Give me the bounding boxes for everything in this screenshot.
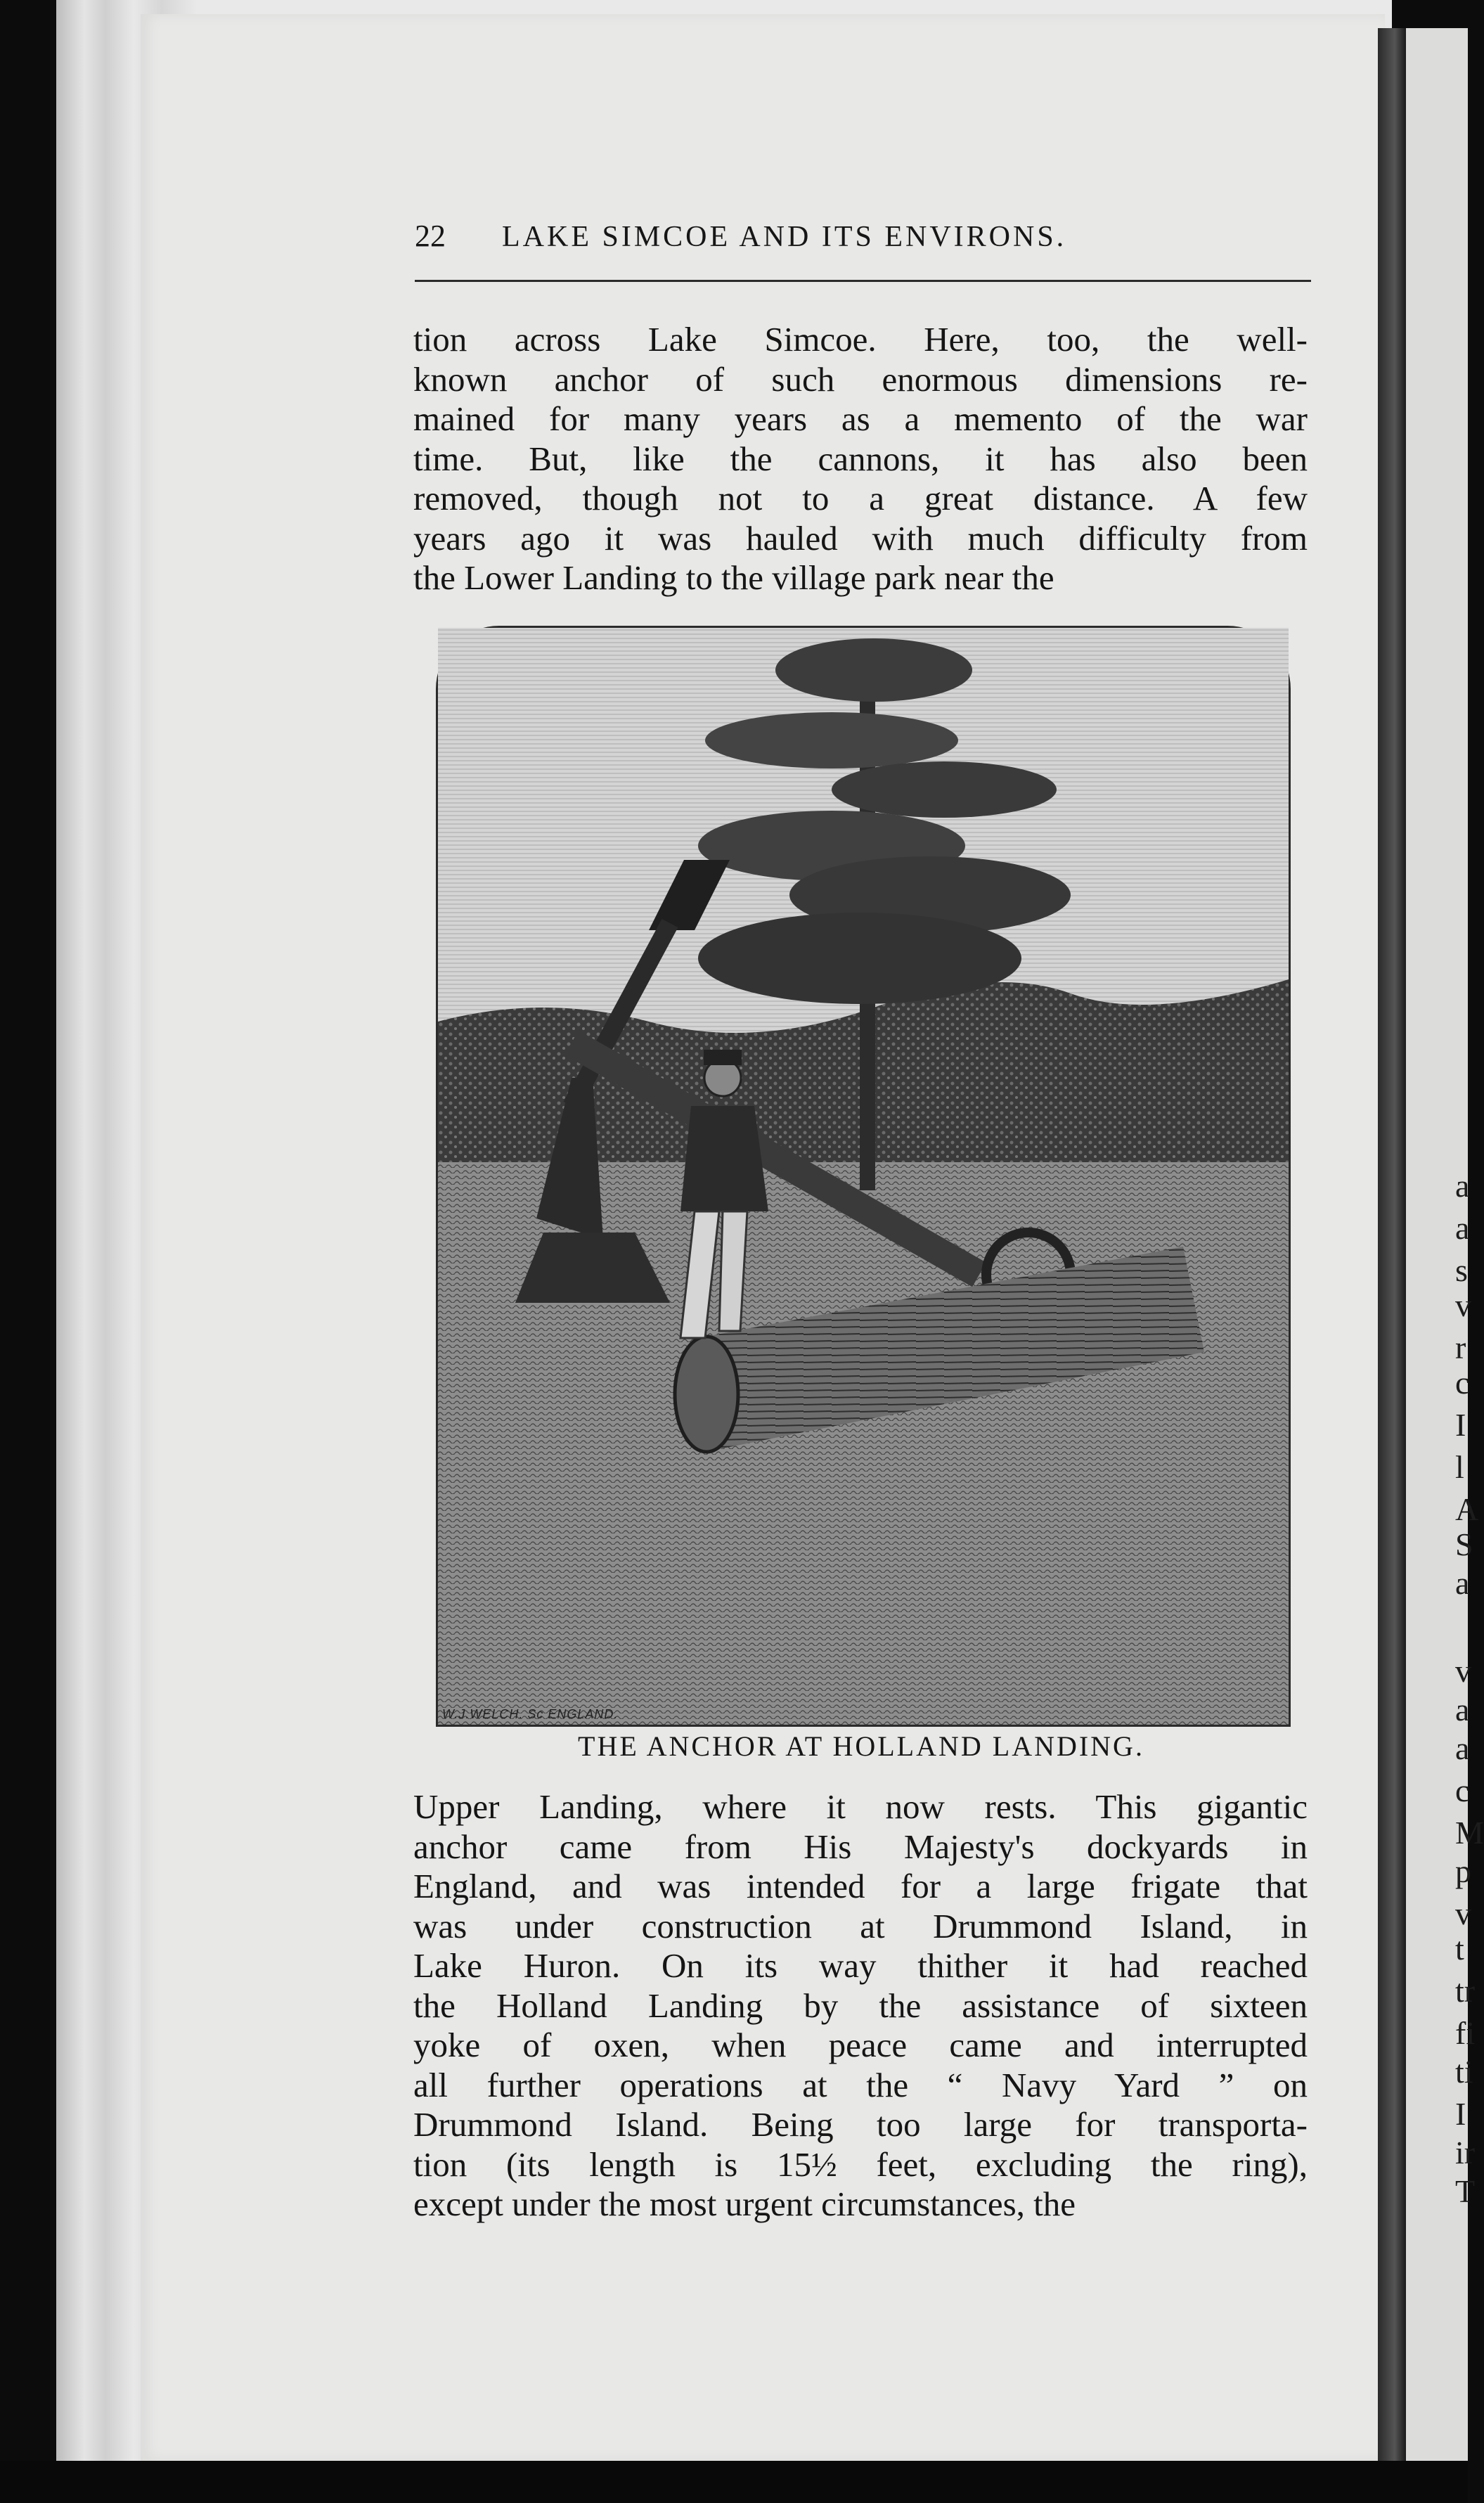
adjacent-page-fragment: v bbox=[1455, 1653, 1471, 1689]
text-line: Drummond Island. Being too large for transporta- bbox=[413, 2105, 1308, 2144]
adjacent-page-fragment: l bbox=[1455, 1449, 1464, 1485]
adjacent-page-fragment: I bbox=[1455, 1407, 1466, 1443]
text-line: tion across Lake Simcoe. Here, too, the well- bbox=[413, 320, 1308, 359]
anchor-engraving bbox=[438, 628, 1289, 1725]
adjacent-page-fragment: a bbox=[1455, 1168, 1470, 1204]
page-header bbox=[415, 218, 1315, 260]
adjacent-page-fragment: t bbox=[1455, 1931, 1464, 1967]
text-line: Upper Landing, where it now rests. This gigantic bbox=[413, 1787, 1308, 1826]
scan-border bbox=[0, 2461, 1468, 2503]
adjacent-page-fragment: a bbox=[1455, 1730, 1470, 1766]
text-line: the Holland Landing by the assistance of sixteen bbox=[413, 1986, 1308, 2025]
header-rule bbox=[415, 280, 1311, 282]
adjacent-page-fragment: T bbox=[1455, 2173, 1476, 2209]
text-line: years ago it was hauled with much difficulty from bbox=[413, 518, 1308, 558]
text-line: Lake Huron. On its way thither it had reached bbox=[413, 1946, 1308, 1985]
text-line: mained for many years as a memento of the war bbox=[413, 399, 1308, 438]
adjacent-page-fragment: a bbox=[1455, 1565, 1470, 1601]
text-line: yoke of oxen, when peace came and interrupted bbox=[413, 2026, 1308, 2064]
body-text-bottom bbox=[413, 1787, 1308, 2225]
adjacent-page-fragment: c bbox=[1455, 1772, 1470, 1808]
adjacent-page-fragment: tr bbox=[1455, 1973, 1476, 2009]
adjacent-page bbox=[1406, 28, 1484, 2461]
text-line: tion (its length is 15½ feet, excluding the ring), bbox=[413, 2144, 1308, 2184]
adjacent-page-fragment: p bbox=[1455, 1853, 1471, 1889]
page-number: 22 bbox=[415, 219, 446, 253]
text-line: time. But, like the cannons, it has also been bbox=[413, 439, 1308, 478]
text-line: removed, though not to a great distance. A few bbox=[413, 479, 1308, 517]
adjacent-page-fragment: r bbox=[1455, 1330, 1466, 1365]
adjacent-page-fragment: I bbox=[1455, 2096, 1466, 2132]
adjacent-page-fragment: c bbox=[1455, 1365, 1470, 1401]
text-line: except under the most urgent circumstances, the bbox=[413, 2185, 1076, 2223]
text-line: the Lower Landing to the village park near the bbox=[413, 558, 1054, 597]
body-text-top bbox=[413, 320, 1308, 598]
adjacent-page-fragment: ti bbox=[1455, 2054, 1473, 2090]
running-title: LAKE SIMCOE AND ITS ENVIRONS. bbox=[502, 221, 1067, 253]
text-line: England, and was intended for a large frigate that bbox=[413, 1867, 1308, 1905]
adjacent-page-fragment: a bbox=[1455, 1692, 1470, 1727]
text-line: anchor came from His Majesty's dockyards in bbox=[413, 1827, 1308, 1866]
adjacent-page-fragment: v bbox=[1455, 1896, 1471, 1931]
engraving-figure bbox=[436, 626, 1291, 1727]
adjacent-page-fragment: s bbox=[1455, 1252, 1468, 1288]
text-line: was under construction at Drummond Island, in bbox=[413, 1906, 1308, 1945]
adjacent-page-fragment: a bbox=[1455, 1210, 1470, 1246]
foreground-grass bbox=[438, 1542, 1289, 1725]
adjacent-page-fragment: M bbox=[1455, 1815, 1484, 1851]
engraver-signature: W.J.WELCH. Sc ENGLAND. bbox=[442, 1707, 619, 1721]
text-line: all further operations at the “ Navy Yard ” on bbox=[413, 2065, 1308, 2104]
adjacent-page-fragment: fi bbox=[1455, 2015, 1476, 2051]
adjacent-page-fragment: v bbox=[1455, 1287, 1471, 1323]
figure-caption: THE ANCHOR AT HOLLAND LANDING. bbox=[578, 1730, 1144, 1762]
adjacent-page-fragment: A bbox=[1455, 1491, 1479, 1527]
book-gutter bbox=[1378, 28, 1406, 2461]
adjacent-page-fragment: ir bbox=[1455, 2135, 1476, 2170]
adjacent-page-fragment: S bbox=[1455, 1526, 1473, 1562]
text-line: known anchor of such enormous dimensions re- bbox=[413, 359, 1308, 399]
